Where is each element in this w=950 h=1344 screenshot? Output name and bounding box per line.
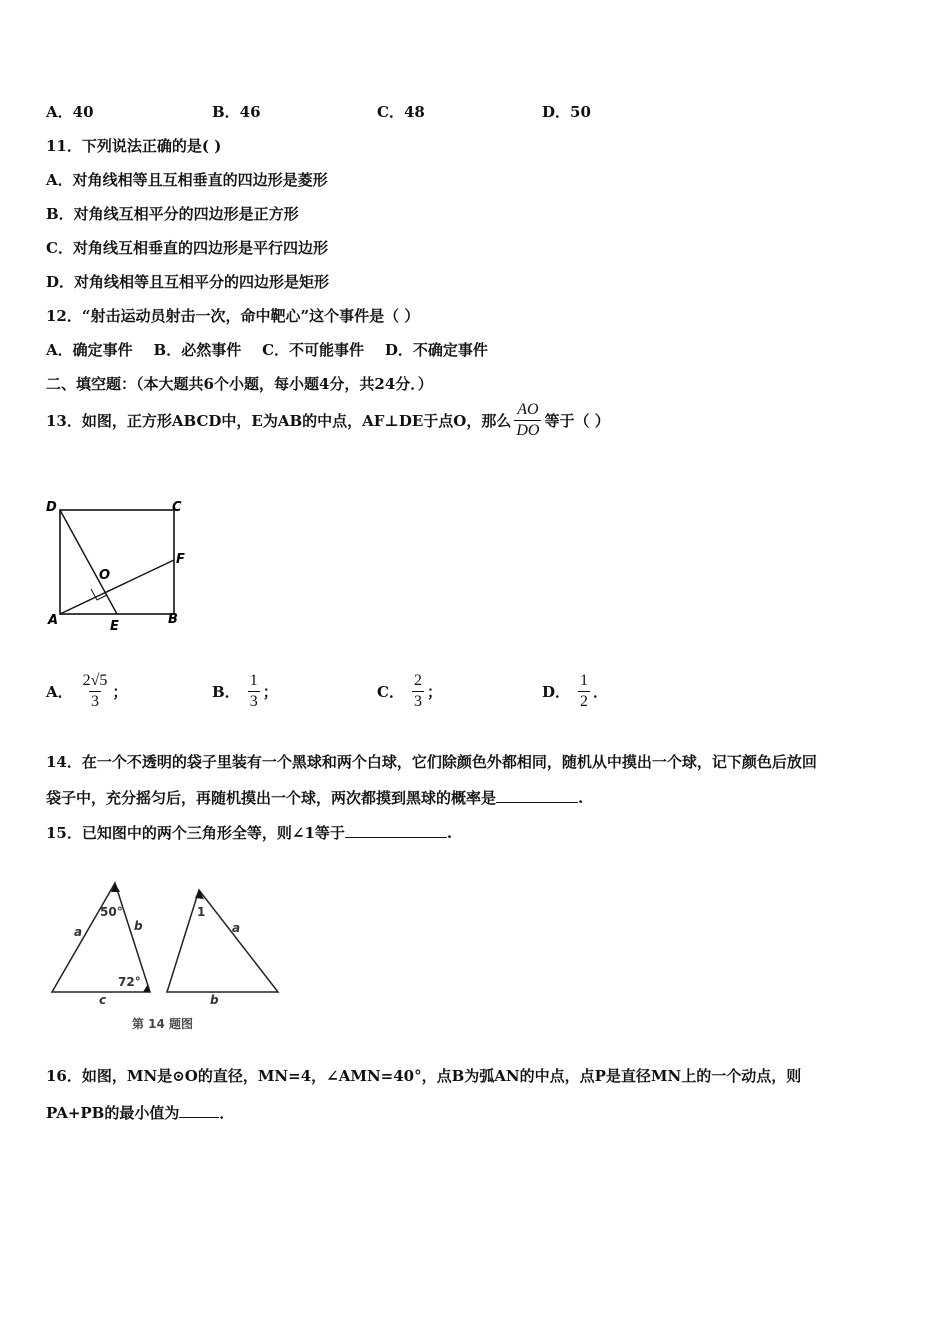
q14-answer-blank [496, 788, 578, 803]
q13-option-a-num: 2√5 [82, 672, 108, 689]
q13-option-c [377, 671, 442, 712]
q13-frac-num: AO [517, 401, 539, 418]
q16-line2 [46, 1103, 234, 1123]
q13-option-d [542, 671, 608, 712]
q11-option-b: B．对角线互相平分的四边形是正方形 [46, 205, 299, 223]
q13-option-b [212, 671, 278, 712]
label-a: A [48, 613, 59, 628]
section-title: 二、填空题：（本大题共6个小题，每小题4分，共24分．） [46, 375, 433, 393]
q12-options: A．确定事件 B．必然事件 C．不可能事件 D．不确定事件 [46, 341, 488, 359]
label-c: C [172, 500, 182, 515]
q13-option-d-label: D． [542, 682, 571, 701]
q16-line1: 16．如图，MN是⊙O的直径，MN=4，∠AMN=40°，点B为弧AN的中点，点P是直径MN上的一个动点，则 [46, 1067, 802, 1085]
angle-50: 50° [100, 905, 123, 919]
q16-line2-text: PA+PB的最小值为 [46, 1104, 180, 1122]
right-triangle [167, 890, 278, 992]
q16-answer-blank [179, 1103, 219, 1118]
right-side-a: a [232, 921, 241, 935]
q13-option-b-tail: ； [262, 682, 278, 701]
q13-option-a-frac [81, 671, 110, 712]
left-side-a: a [74, 925, 83, 939]
q13-stem [46, 400, 610, 441]
q15-stem-end: . [446, 824, 453, 842]
q11-option-a: A．对角线相等且互相垂直的四边形是菱形 [46, 171, 328, 189]
q16-line2-end: ． [219, 1104, 235, 1122]
q13-option-d-frac [578, 671, 590, 712]
q15-stem-text: 15．已知图中的两个三角形全等，则∠1等于 [46, 824, 345, 842]
q13-option-a-den: 3 [91, 693, 100, 710]
left-side-c: c [99, 993, 107, 1007]
q11-option-c: C．对角线互相垂直的四边形是平行四边形 [46, 239, 328, 257]
q13-option-d-num: 1 [580, 672, 589, 689]
segment-af [60, 560, 174, 614]
q13-fraction [514, 400, 541, 441]
q13-option-c-den: 3 [413, 693, 422, 710]
q13-option-b-label: B． [212, 682, 240, 701]
q13-option-c-tail: ； [426, 682, 442, 701]
q10-option-a: A．40 [46, 103, 94, 121]
q13-option-a [46, 671, 127, 712]
label-o: O [99, 568, 111, 583]
label-b: B [168, 612, 178, 627]
q13-option-b-frac [248, 671, 260, 712]
figure-caption: 第 14 题图 [132, 1017, 194, 1031]
angle-1: 1 [197, 905, 206, 919]
q13-option-d-den: 2 [580, 693, 589, 710]
right-side-b: b [210, 993, 219, 1007]
angle-72: 72° [118, 975, 141, 989]
left-side-b: b [134, 919, 143, 933]
q10-option-d: D．50 [542, 103, 591, 121]
square-abcd [60, 510, 174, 614]
q14-line2-end: . [578, 789, 584, 807]
q13-option-c-label: C． [377, 682, 404, 701]
label-d: D [46, 500, 57, 515]
q13-option-b-den: 3 [249, 693, 258, 710]
q15-stem [46, 823, 452, 843]
q13-option-a-tail: ； [112, 682, 128, 701]
q15-answer-blank [345, 823, 447, 838]
q14-line2-text: 袋子中，充分摇匀后，再随机摸出一个球，两次都摸到黑球的概率是 [46, 789, 497, 807]
q14-line1: 14．在一个不透明的袋子里装有一个黑球和两个白球，它们除颜色外都相同，随机从中摸出一个球，记下颜色后放回 [46, 753, 817, 771]
q13-option-b-num: 1 [249, 672, 258, 689]
q15-triangles-figure [40, 870, 290, 1040]
left-right-mark [143, 984, 150, 992]
q13-option-c-num: 2 [413, 672, 422, 689]
segment-de [60, 510, 117, 614]
q12-stem: 12．“射击运动员射击一次，命中靶心”这个事件是（ ） [46, 307, 420, 325]
label-e: E [110, 619, 119, 634]
q13-frac-den: DO [516, 422, 540, 439]
q13-square-figure [40, 492, 200, 637]
label-f: F [176, 552, 185, 567]
q11-stem: 11．下列说法正确的是( ) [46, 137, 222, 155]
q13-stem-after: 等于（ ） [544, 411, 610, 430]
q10-option-c: C．48 [377, 103, 425, 121]
q13-stem-before: 13．如图，正方形ABCD中，E为AB的中点，AF⊥DE于点O，那么 [46, 411, 512, 430]
q13-option-c-frac [412, 671, 424, 712]
q13-option-a-label: A． [46, 682, 73, 701]
q11-option-d: D．对角线相等且互相平分的四边形是矩形 [46, 273, 330, 291]
q10-option-b: B．46 [212, 103, 261, 121]
q14-line2 [46, 788, 583, 808]
q13-option-d-tail: ． [593, 682, 609, 701]
